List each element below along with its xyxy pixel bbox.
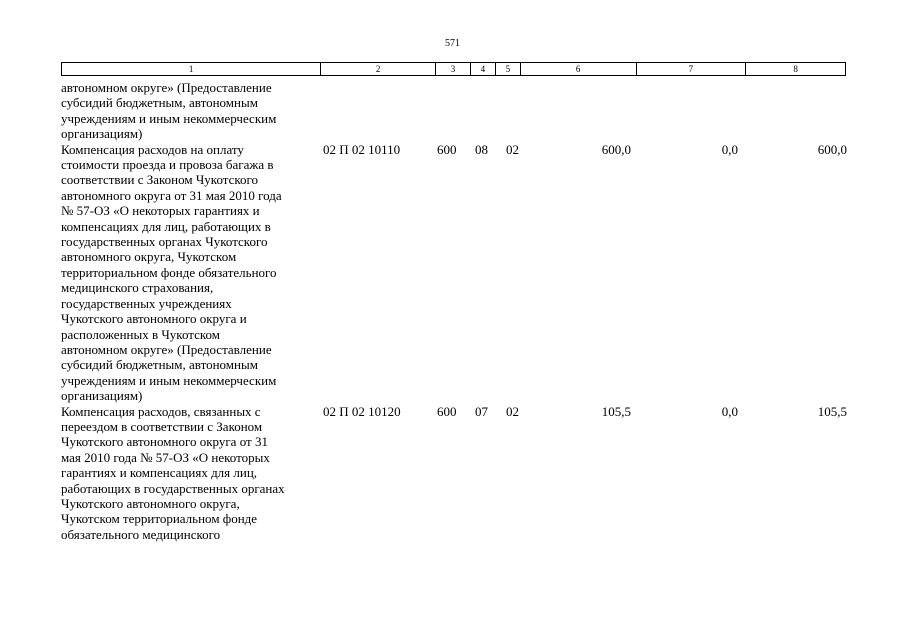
row-value-7: 0,0 bbox=[721, 141, 738, 157]
header-col-7: 7 bbox=[637, 63, 747, 75]
header-col-3: 3 bbox=[436, 63, 471, 75]
row-value-6 bbox=[531, 80, 631, 142]
row-value-8 bbox=[738, 80, 847, 142]
row-value-8: 600,0 bbox=[817, 141, 847, 157]
page-number: 571 bbox=[445, 38, 460, 49]
row-value-7: 0,0 bbox=[721, 403, 738, 419]
row-code: 02 П 02 10120 bbox=[323, 403, 401, 419]
row-vr: 600 bbox=[437, 403, 457, 419]
row-vr: 600 bbox=[437, 141, 457, 157]
row-rz: 08 bbox=[475, 141, 488, 157]
header-col-6: 6 bbox=[521, 63, 637, 75]
header-col-8: 8 bbox=[793, 64, 798, 74]
row-pr bbox=[506, 80, 531, 142]
row-pr: 02 bbox=[506, 403, 519, 419]
row-value-8: 105,5 bbox=[817, 403, 847, 419]
header-col-2: 2 bbox=[321, 63, 436, 75]
header-col-4: 4 bbox=[471, 63, 496, 75]
row-vr bbox=[437, 80, 475, 142]
table-header bbox=[61, 62, 846, 76]
row-code bbox=[323, 80, 437, 142]
row-value-6: 600,0 bbox=[601, 141, 631, 157]
table-row bbox=[61, 142, 851, 404]
row-name: Компенсация расходов, связанных с переездом в соответствии с Законом Чукотского автономного округа от 31 мая 2010 года № 57-ОЗ «О некоторых гарантиях и компенсациях для лиц, работающих в государственных органах Чукотского автономного округа, Чукотском территориальном фонде обязательного медицинского bbox=[61, 403, 285, 542]
row-value-6: 105,5 bbox=[601, 403, 631, 419]
row-rz bbox=[475, 80, 506, 142]
row-name: Компенсация расходов на оплату стоимости проезда и провоза багажа в соответствии с Законом Чукотского автономного округа от 31 мая 2010 года № 57-ОЗ «О некоторых гарантиях и компенсациях для лиц, работающих в государственных органах Чукотского автономного округа, Чукотском территориальном фонде обязательного медицинского страхования, государственных учреждениях Чукотского автономного округа и расположенных в Чукотском автономном округе» (Предоставление субсидий бюджетным, автономным учреждениям и иным некоммерческим организациям) bbox=[61, 141, 282, 404]
row-pr: 02 bbox=[506, 141, 519, 157]
row-name: автономном округе» (Предоставление субсидий бюджетным, автономным учреждениям и иным некоммерческим организациям) bbox=[61, 80, 277, 142]
table-body bbox=[61, 80, 851, 542]
row-value-7 bbox=[631, 80, 738, 142]
row-rz: 07 bbox=[475, 403, 488, 419]
header-col-5: 5 bbox=[496, 63, 521, 75]
table-row bbox=[61, 80, 851, 142]
row-code: 02 П 02 10110 bbox=[323, 141, 401, 157]
table-row bbox=[61, 404, 851, 543]
header-col-1: 1 bbox=[62, 63, 321, 75]
